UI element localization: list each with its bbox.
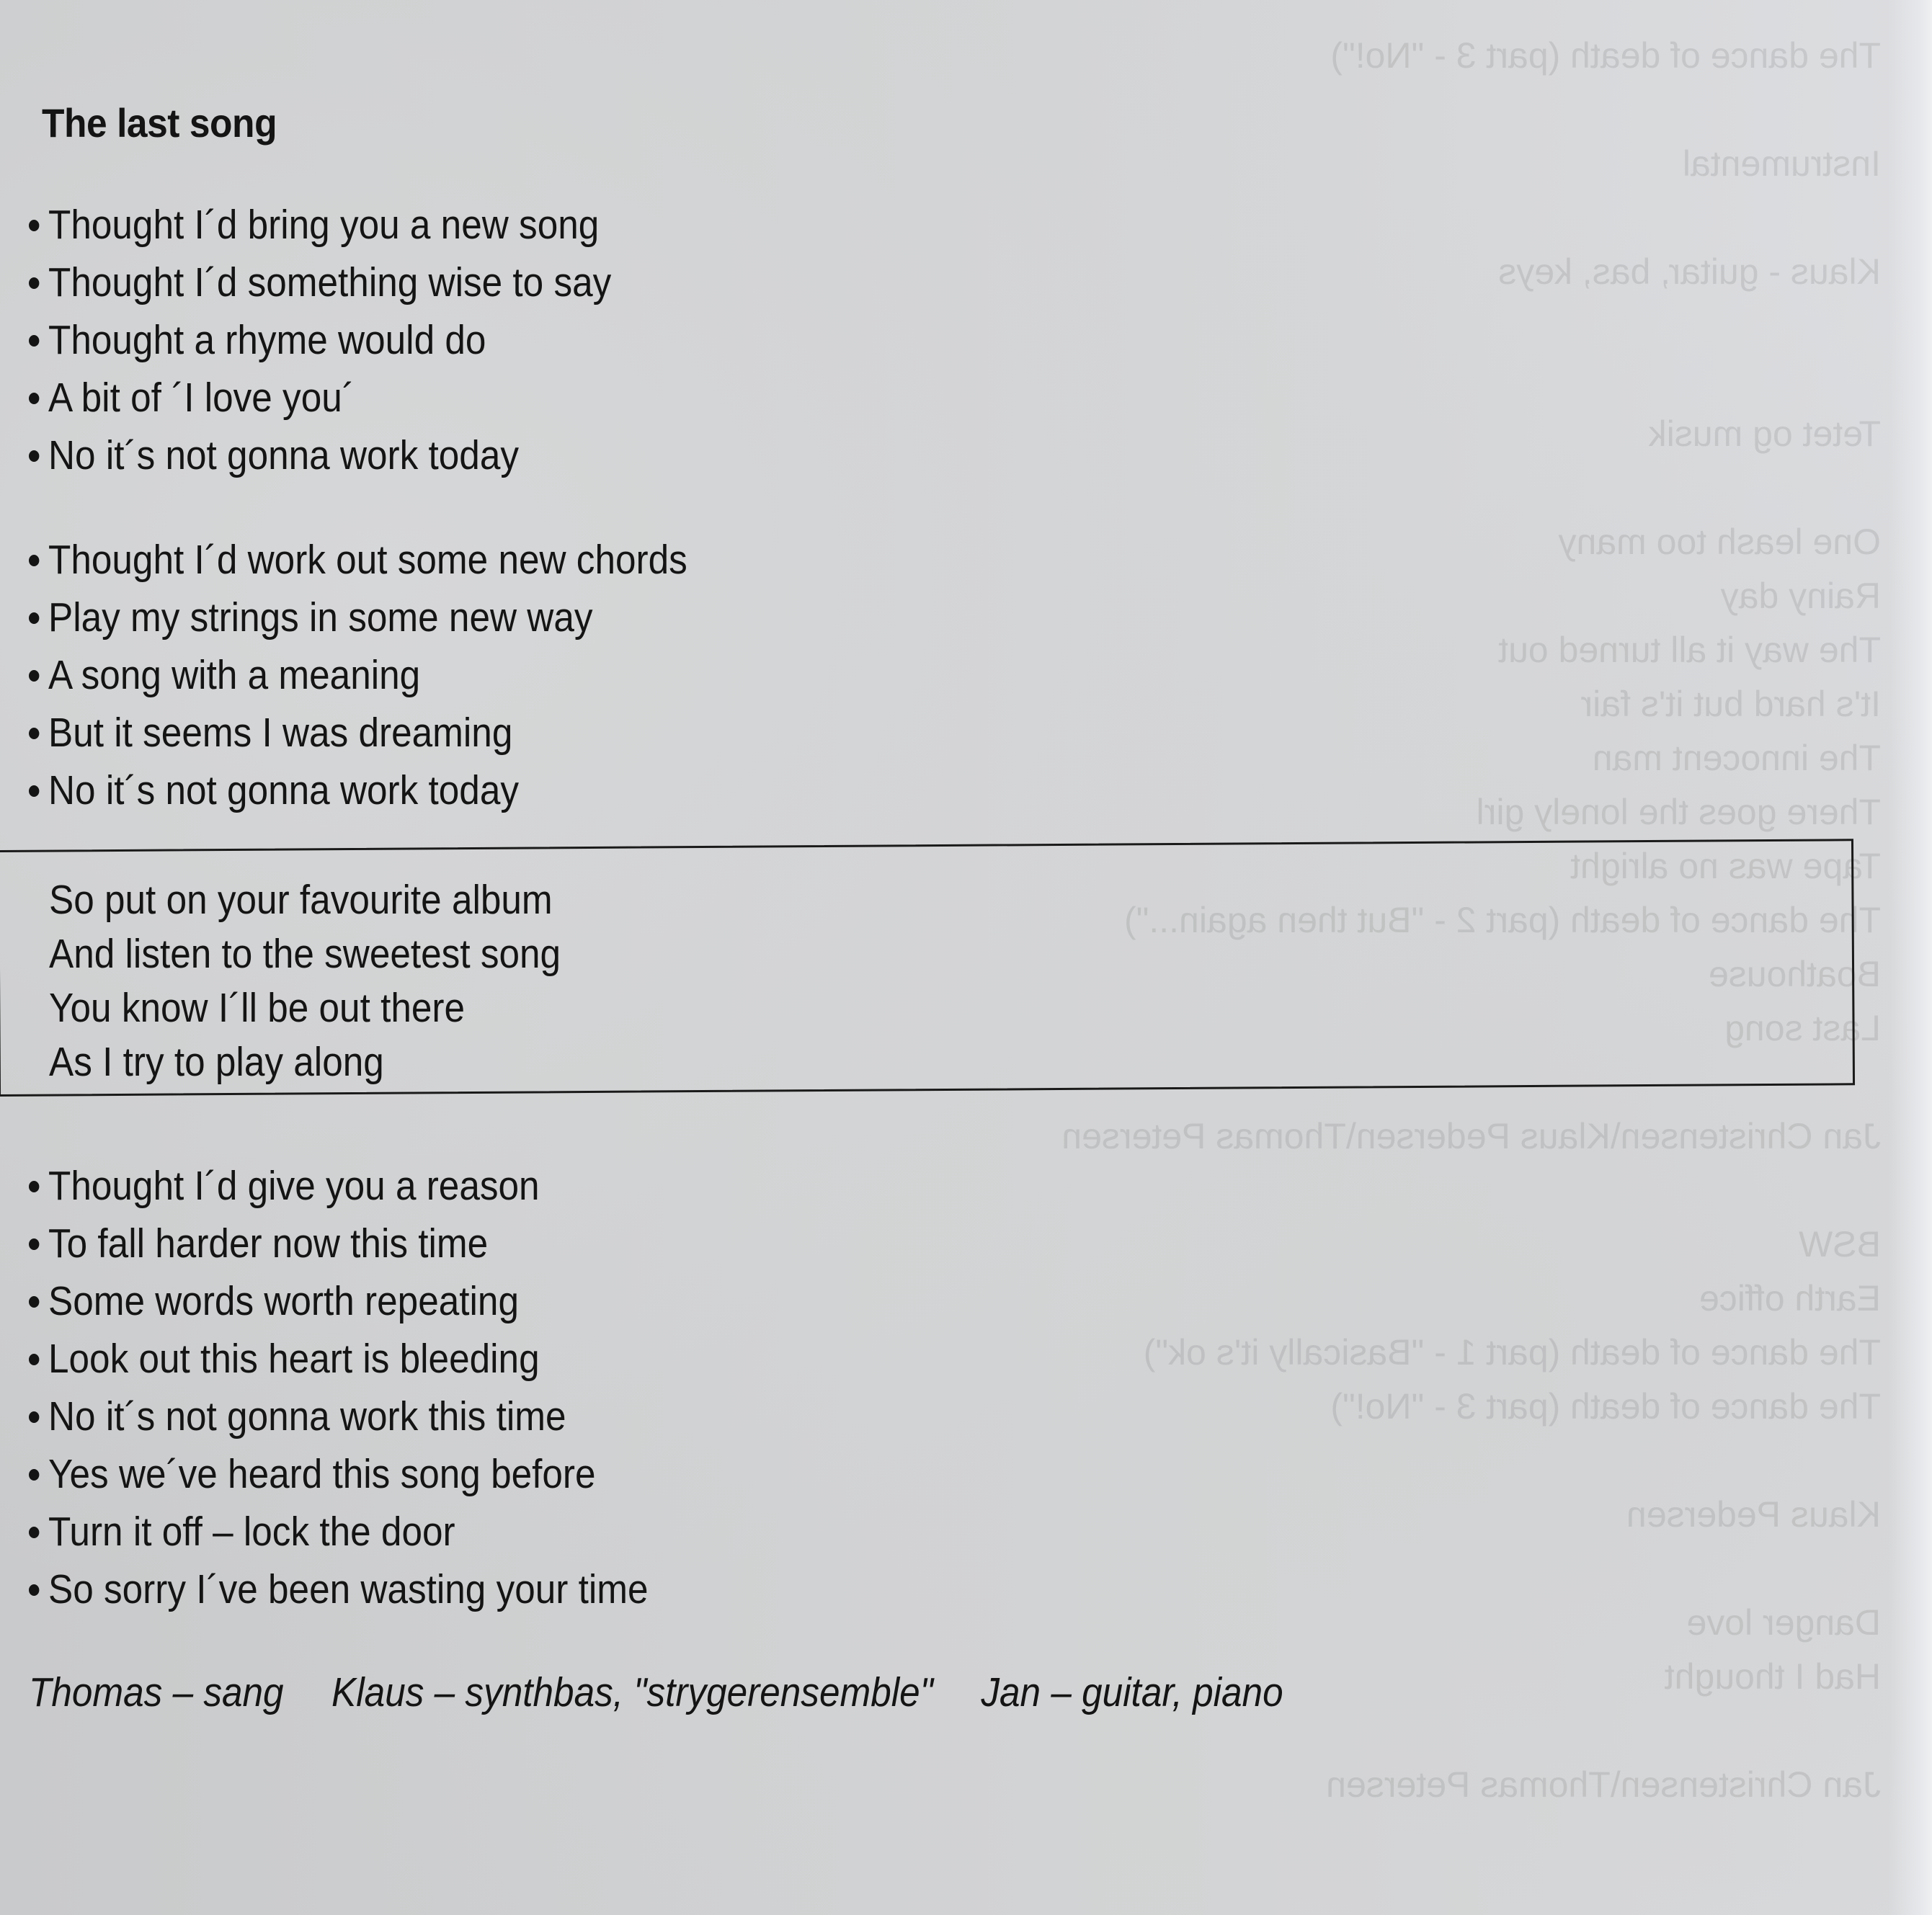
lyric-line xyxy=(29,1157,649,1215)
verse-1 xyxy=(29,196,676,484)
chorus-line: As I try to play along xyxy=(49,1039,384,1085)
lyric-line xyxy=(29,1330,649,1388)
lyric-line xyxy=(29,427,611,484)
bullet-icon xyxy=(29,1181,39,1192)
verse-2 xyxy=(29,531,760,819)
lyric-line xyxy=(29,369,611,427)
lyric-text: Play my strings in some new way xyxy=(48,594,593,640)
bullet-icon xyxy=(29,612,39,624)
show-through-text: The dance of death (part 3 - "No!") Instrumental Klaus - guitar, bas, keys Tetet og musik One leash too many Rainy day The way it all turned out It's hard but it's fair The innocent man There goes the lonely girl Tape was no alright The dance of death (part 2 - "But then again...") Boathouse Last song Jan Christensen\Klaus Pedersen\Thomas Petersen BSW Earth office The dance of death (part 1 - "Basically it's ok") The dance of death (part 3 - "No!") Klaus Pedersen Danger love Had I thought Jan Christensen\Thomas Petersen xyxy=(1061,35,1881,1805)
lyric-line xyxy=(29,1445,649,1503)
lyric-line xyxy=(29,311,611,369)
lyric-text: Look out this heart is bleeding xyxy=(48,1336,540,1382)
lyric-text: Turn it off – lock the door xyxy=(48,1509,455,1555)
bullet-icon xyxy=(29,335,39,347)
lyric-line xyxy=(29,646,687,704)
bullet-icon xyxy=(29,1296,39,1308)
bullet-icon xyxy=(29,1411,39,1423)
lyric-text: Some words worth repeating xyxy=(48,1278,519,1324)
bullet-icon xyxy=(29,1527,39,1538)
lyric-text: No it´s not gonna work today xyxy=(48,767,520,813)
bullet-icon xyxy=(29,1469,39,1481)
lyric-line xyxy=(29,1561,649,1618)
credits xyxy=(29,1669,1321,1716)
page-edge xyxy=(1889,0,1932,1915)
bullet-icon xyxy=(29,670,39,682)
bullet-icon xyxy=(29,450,39,462)
bullet-icon xyxy=(29,393,39,404)
lyric-line xyxy=(29,196,611,254)
lyric-text: Thought I´d something wise to say xyxy=(48,259,612,305)
verse-3 xyxy=(29,1157,717,1618)
chorus xyxy=(49,873,618,1089)
bullet-icon xyxy=(29,1238,39,1250)
bullet-icon xyxy=(29,1584,39,1596)
lyric-text: Thought a rhyme would do xyxy=(48,317,486,363)
credit-klaus: Klaus – synthbas, "strygerensemble" xyxy=(331,1669,933,1715)
lyric-line xyxy=(29,1272,649,1330)
chorus-line: You know I´ll be out there xyxy=(49,985,466,1031)
lyric-line xyxy=(29,1503,649,1561)
bullet-icon xyxy=(29,785,39,797)
lyric-text: Yes we´ve heard this song before xyxy=(48,1451,596,1497)
bullet-icon xyxy=(29,277,39,289)
lyric-text: Thought I´d give you a reason xyxy=(48,1163,540,1209)
lyric-text: So sorry I´ve been wasting your time xyxy=(48,1566,649,1612)
bullet-icon xyxy=(29,555,39,566)
lyric-line xyxy=(29,254,611,311)
lyric-line xyxy=(29,1215,649,1272)
bullet-icon xyxy=(29,220,39,231)
lyric-text: Thought I´d bring you a new song xyxy=(48,202,600,248)
lyric-text: A bit of ´I love you´ xyxy=(48,375,355,421)
chorus-line: So put on your favourite album xyxy=(49,877,553,923)
lyric-text: No it´s not gonna work today xyxy=(48,432,520,478)
lyric-line xyxy=(29,704,687,762)
lyric-line xyxy=(29,1388,649,1445)
lyric-line xyxy=(29,762,687,819)
lyric-text: Thought I´d work out some new chords xyxy=(48,537,687,583)
lyric-line xyxy=(29,589,687,646)
lyric-text: To fall harder now this time xyxy=(48,1220,489,1267)
chorus-line: And listen to the sweetest song xyxy=(49,931,561,977)
bullet-icon xyxy=(29,728,39,739)
lyric-text: A song with a meaning xyxy=(48,652,421,698)
lyric-text: But it seems I was dreaming xyxy=(48,710,513,756)
lyric-text: No it´s not gonna work this time xyxy=(48,1393,566,1439)
song-title: The last song xyxy=(42,100,277,146)
bullet-icon xyxy=(29,1354,39,1365)
credit-jan: Jan – guitar, piano xyxy=(981,1669,1283,1715)
lyric-line xyxy=(29,531,687,589)
credit-thomas: Thomas – sang xyxy=(29,1669,284,1715)
